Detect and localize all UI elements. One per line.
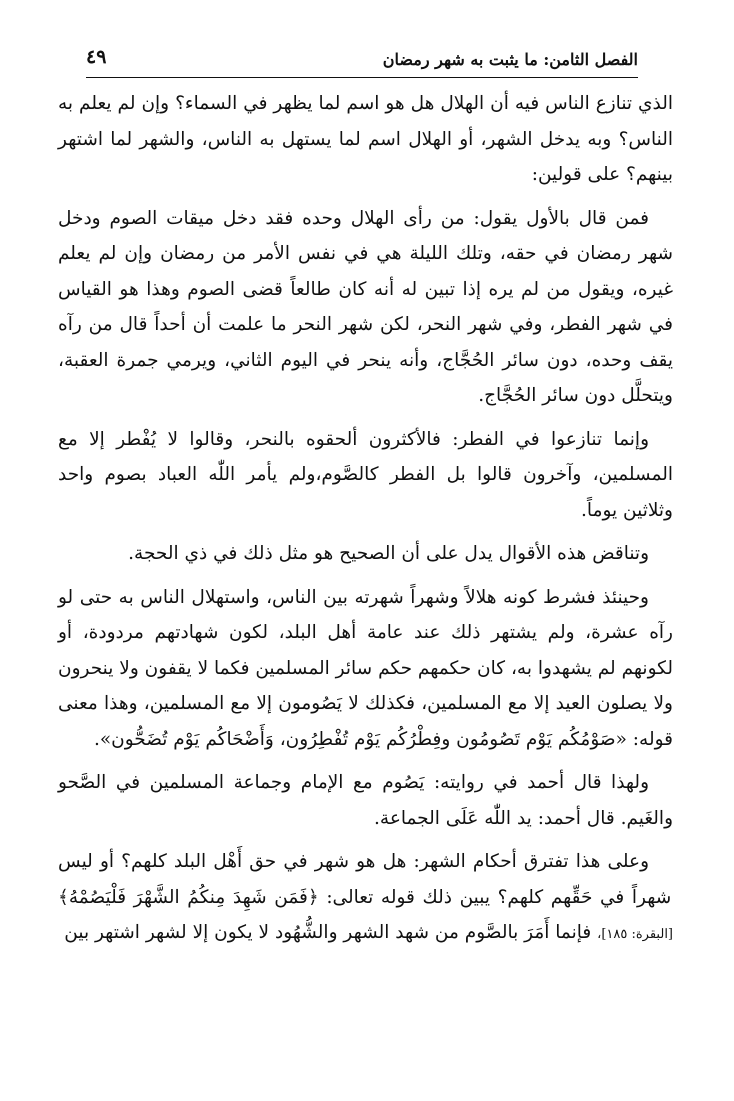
page-body (58, 86, 673, 961)
header-divider (86, 77, 638, 78)
paragraph: وتناقض هذه الأقوال يدل على أن الصحيح هو مثل ذلك في ذي الحجة. (128, 543, 649, 564)
paragraph-with-citation (58, 844, 673, 953)
paragraph: ولهذا قال أحمد في روايته: يَصُوم مع الإمام وجماعة المسلمين في الصَّحو والغَيم. قال أحمد: يد اللّٰه عَلَى الجماعة. (58, 772, 673, 829)
paragraph: فمن قال بالأول يقول: من رأى الهلال وحده فقد دخل ميقات الصوم ودخل شهر رمضان في حقه، وتلك الليلة هي في نفس الأمر من رمضان وإن لم يعلم غيره، ويقول من لم يره إذا تبين له أنه كان طالعاً قضى الصوم وهذا هو القياس في شهر الفطر، وفي شهر النحر، لكن شهر النحر ما علمت أن أحداً قال من رآه يقف وحده، دون سائر الحُجَّاج، وأنه ينحر في اليوم الثاني، ويرمي جمرة العقبة، ويتحلَّل دون سائر الحُجَّاج. (58, 207, 673, 406)
paragraph: الذي تنازع الناس فيه أن الهلال هل هو اسم لما يظهر في السماء؟ وإن لم يعلم به الناس؟ وبه يدخل الشهر، أو الهلال اسم لما يستهل به الناس، والشهر لما اشتهر بينهم؟ على قولين: (58, 93, 673, 185)
paragraph-part-2: فإنما أَمَرَ بالصَّوم من شهد الشهر والشُّهُود لا يكون إلا لشهر اشتهر بين (64, 922, 592, 943)
quran-citation: [البقرة: ١٨٥]، (597, 927, 673, 942)
paragraph-part-1: وعلى هذا تفترق أحكام الشهر: هل هو شهر في حق أَهْل البلد كلهم؟ أو ليس شهراً في حَقِّهم كلهم؟ يبين ذلك قوله تعالى: ﴿فَمَن شَهِدَ مِنكُمُ الشَّهْرَ فَلْيَصُمْهُ﴾ (58, 851, 672, 908)
paragraph: وحينئذ فشرط كونه هلالاً وشهراً شهرته بين الناس، واستهلال الناس به حتى لو رآه عشرة، ولم يشتهر ذلك عند عامة أهل البلد، لكون شهادتهم مردودة، أو لكونهم لم يشهدوا به، كان حكمهم حكم سائر المسلمين فكما لا يقفون ولا ينحرون ولا يصلون العيد إلا مع المسلمين، فكذلك لا يَصُومون إلا مع المسلمين، وهذا معنى قوله: «صَوْمُكُم يَوْم تَصُومُون وفِطْرُكُم يَوْم تُفْطِرُون، وَأَضْحَاكُم يَوْم تُضَحُّون». (58, 586, 673, 750)
page-number: ٤٩ (86, 46, 107, 68)
running-header (86, 44, 638, 72)
paragraph: وإنما تنازعوا في الفطر: فالأكثرون ألحقوه بالنحر، وقالوا لا يُفْطر إلا مع المسلمين، وآخرون قالوا بل الفطر كالصَّوم،ولم يأمر اللّٰه العباد بصوم واحد وثلاثين يوماً. (58, 428, 673, 521)
chapter-title: الفصل الثامن: ما يثبت به شهر رمضان (382, 50, 638, 69)
